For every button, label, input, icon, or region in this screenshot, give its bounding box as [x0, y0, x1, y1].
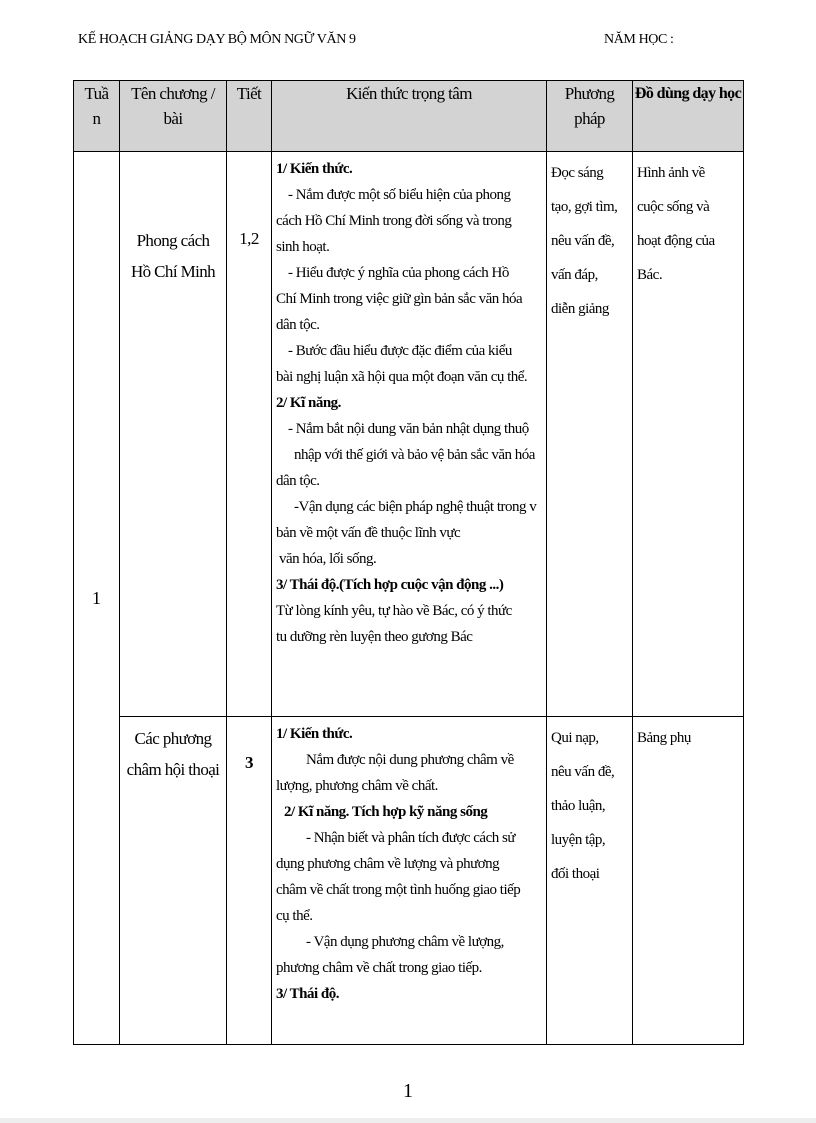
aids-cell: [633, 152, 744, 717]
knowledge-line: - Hiểu được ý nghĩa của phong cách Hồ: [288, 265, 509, 281]
lesson-cell: [120, 717, 227, 1045]
method-line: đối thoại: [551, 866, 600, 882]
method-line: Qui nạp,: [551, 730, 599, 746]
method-line: vấn đáp,: [551, 267, 598, 283]
plan-title: KẾ HOẠCH GIẢNG DẠY BỘ MÔN NGỮ VĂN 9: [78, 32, 356, 47]
method-line: nêu vấn đề,: [551, 764, 615, 780]
table-row: [74, 152, 744, 717]
column-header-week-line2: n: [92, 109, 101, 128]
aids-cell: [633, 717, 744, 1045]
knowledge-line: Nắm được nội dung phương châm về: [306, 752, 514, 768]
knowledge-line: lượng, phương châm về chất.: [276, 778, 438, 794]
aids-line: Bác.: [637, 267, 663, 283]
aids-line: hoạt động của: [637, 233, 715, 249]
lesson-plan-table: [73, 80, 744, 1045]
column-header-method: [547, 81, 633, 152]
method-line: thảo luận,: [551, 798, 606, 814]
method-line: tạo, gợi tìm,: [551, 199, 618, 215]
knowledge-line: 3/ Thái độ.: [276, 986, 340, 1002]
page-bottom-band: [0, 1118, 816, 1123]
column-header-method-line1: Phương: [564, 84, 615, 103]
knowledge-line: dụng phương châm về lượng và phương: [276, 856, 500, 872]
page-number: 1: [403, 1080, 413, 1102]
knowledge-line: tu dưỡng rèn luyện theo gương Bác: [276, 629, 473, 645]
knowledge-line: - Nắm được một số biểu hiện của phong: [288, 187, 511, 203]
page-header: [78, 32, 758, 54]
knowledge-line: dân tộc.: [276, 473, 320, 489]
column-header-week: [74, 81, 120, 152]
column-header-period: Tiết: [227, 81, 272, 152]
table-row: [74, 717, 744, 1045]
knowledge-line: 1/ Kiến thức.: [276, 161, 353, 177]
column-header-lesson: [120, 81, 227, 152]
knowledge-line: Chí Minh trong việc giữ gìn bản sắc văn hóa: [276, 291, 523, 307]
knowledge-line: Từ lòng kính yêu, tự hào về Bác, có ý thức: [276, 603, 512, 619]
aids-line: cuộc sống và: [637, 199, 710, 215]
knowledge-line: châm về chất trong một tình huống giao tiếp: [276, 882, 521, 898]
knowledge-line: cụ thể.: [276, 908, 313, 924]
method-cell: [547, 152, 633, 717]
knowledge-cell: [272, 717, 547, 1045]
period-cell: 1,2: [227, 152, 272, 717]
school-year-label: NĂM HỌC :: [604, 32, 674, 47]
knowledge-cell: [272, 152, 547, 717]
column-header-aids: Đồ dùng dạy học: [633, 81, 744, 152]
lesson-title-line2: châm hội thoại: [126, 760, 220, 779]
knowledge-line: dân tộc.: [276, 317, 320, 333]
knowledge-line: văn hóa, lối sống.: [279, 551, 377, 567]
column-header-method-line2: pháp: [574, 109, 605, 128]
column-header-lesson-line1: Tên chương /: [131, 84, 215, 103]
knowledge-line: phương châm về chất trong giao tiếp.: [276, 960, 482, 976]
knowledge-line: bài nghị luận xã hội qua một đoạn văn cụ thể.: [276, 369, 528, 385]
method-line: luyện tập,: [551, 832, 606, 848]
method-line: nêu vấn đề,: [551, 233, 615, 249]
knowledge-line: cách Hồ Chí Minh trong đời sống và trong: [276, 213, 512, 229]
knowledge-line: -Vận dụng các biện pháp nghệ thuật trong v: [294, 499, 537, 515]
method-line: diễn giảng: [551, 301, 609, 317]
column-header-lesson-line2: bài: [163, 109, 183, 128]
knowledge-line: - Vận dụng phương châm về lượng,: [306, 934, 504, 950]
knowledge-line: 2/ Kĩ năng.: [276, 395, 341, 411]
aids-line: Bảng phụ: [637, 730, 691, 746]
lesson-title-line2: Hồ Chí Minh: [130, 262, 216, 281]
lesson-cell: [120, 152, 227, 717]
table-header-row: [74, 81, 744, 152]
knowledge-line: 1/ Kiến thức.: [276, 726, 353, 742]
knowledge-line: sinh hoạt.: [276, 239, 330, 255]
week-cell: 1: [74, 152, 120, 1045]
lesson-title-line1: Các phương: [134, 729, 212, 748]
knowledge-line: - Nắm bắt nội dung văn bản nhật dụng thuộ: [288, 421, 529, 437]
method-cell: [547, 717, 633, 1045]
lesson-title-line1: Phong cách: [136, 231, 210, 250]
knowledge-line: 3/ Thái độ.(Tích hợp cuộc vận động ...): [276, 577, 504, 593]
column-header-knowledge: Kiến thức trọng tâm: [272, 81, 547, 152]
knowledge-line: - Nhận biết và phân tích được cách sử: [306, 830, 515, 846]
aids-line: Hình ảnh về: [637, 165, 705, 181]
column-header-week-line1: Tuầ: [84, 84, 109, 103]
period-cell: 3: [227, 717, 272, 1045]
knowledge-line: nhập với thế giới và bảo vệ bản sắc văn hóa: [294, 447, 535, 463]
method-line: Đọc sáng: [551, 165, 604, 181]
knowledge-line: - Bước đầu hiểu được đặc điểm của kiểu: [288, 343, 512, 359]
knowledge-line: bản về một vấn đề thuộc lĩnh vực: [276, 525, 461, 541]
knowledge-line: 2/ Kĩ năng. Tích hợp kỹ năng sống: [284, 804, 488, 820]
